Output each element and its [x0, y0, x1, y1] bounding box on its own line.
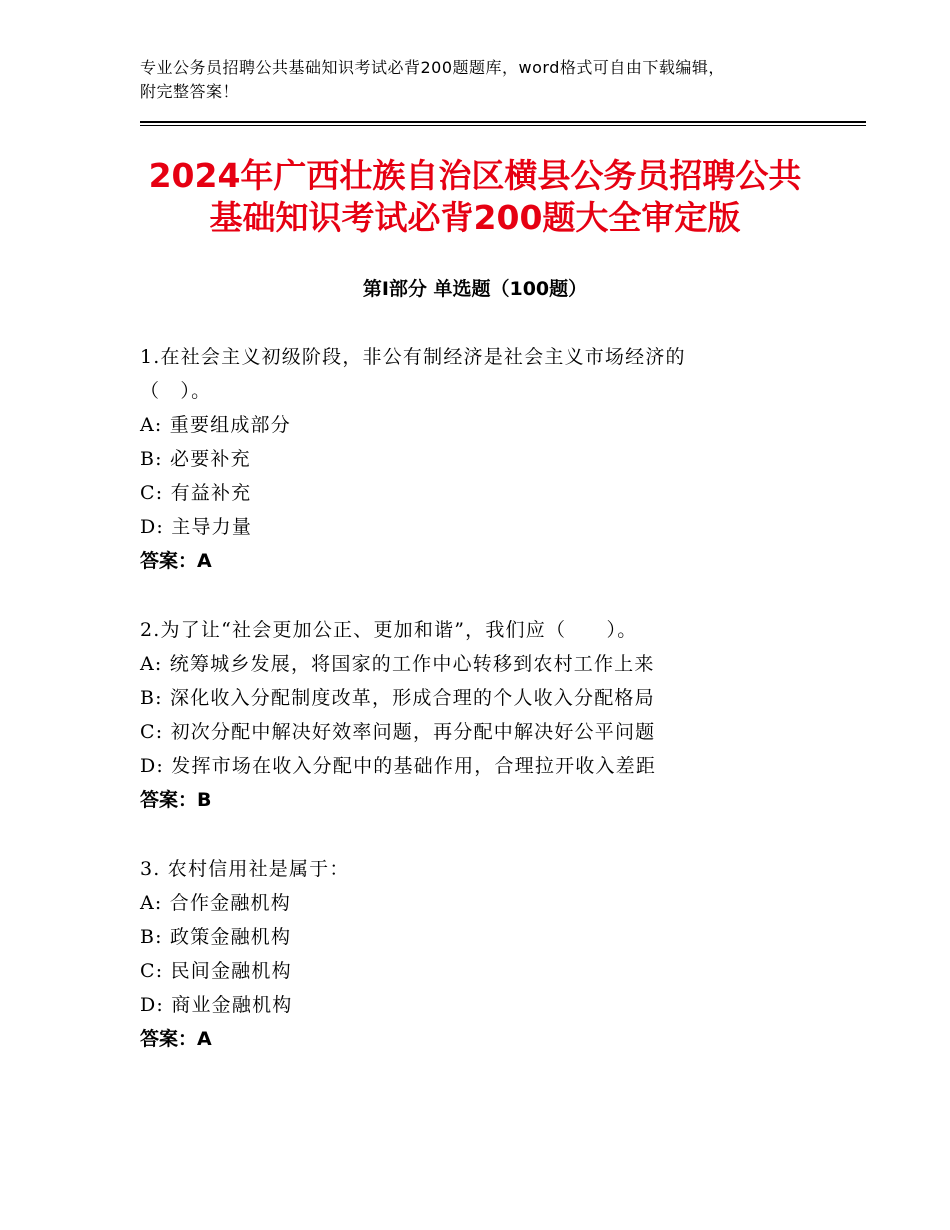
option-b: B: 政策金融机构: [140, 926, 292, 948]
section-heading: 第Ⅰ部分 单选题（100题）: [362, 278, 588, 300]
answer-label: 答案：A: [140, 1028, 212, 1050]
option-c: C: 有益补充: [140, 482, 252, 504]
option-a: A: 统筹城乡发展，将国家的工作中心转移到农村工作上来: [140, 653, 655, 675]
header-note: [140, 56, 820, 104]
document-title: [100, 155, 850, 239]
header-divider-thin: [140, 125, 866, 126]
question-2: [140, 613, 860, 817]
question-1: [140, 340, 860, 578]
option-c: C: 民间金融机构: [140, 960, 292, 982]
option-a: A: 重要组成部分: [140, 414, 291, 436]
question-stem: 3. 农村信用社是属于：: [140, 858, 350, 880]
option-d: D: 主导力量: [140, 516, 253, 538]
header-note-line-2: 附完整答案！: [140, 82, 240, 101]
option-a: A: 合作金融机构: [140, 892, 291, 914]
option-b: B: 必要补充: [140, 448, 251, 470]
document-title-line-2: 基础知识考试必背200题大全审定版: [209, 198, 741, 237]
option-b: B: 深化收入分配制度改革，形成合理的个人收入分配格局: [140, 687, 655, 709]
answer-label: 答案：A: [140, 550, 212, 572]
header-note-line-1: 专业公务员招聘公共基础知识考试必背200题题库，word格式可自由下载编辑，: [140, 58, 725, 77]
question-stem: 2.为了让“社会更加公正、更加和谐”，我们应（ ）。: [140, 619, 638, 641]
question-3: [140, 852, 860, 1056]
header-divider-thick: [140, 121, 866, 123]
question-stem-continued: （ ）。: [140, 380, 212, 402]
option-d: D: 商业金融机构: [140, 994, 293, 1016]
option-d: D: 发挥市场在收入分配中的基础作用，合理拉开收入差距: [140, 755, 657, 777]
option-c: C: 初次分配中解决好效率问题，再分配中解决好公平问题: [140, 721, 656, 743]
answer-label: 答案：B: [140, 789, 212, 811]
question-stem: 1.在社会主义初级阶段，非公有制经济是社会主义市场经济的: [140, 346, 686, 368]
question-list: [140, 340, 860, 1091]
document-title-line-1: 2024年广西壮族自治区横县公务员招聘公共: [148, 156, 802, 195]
